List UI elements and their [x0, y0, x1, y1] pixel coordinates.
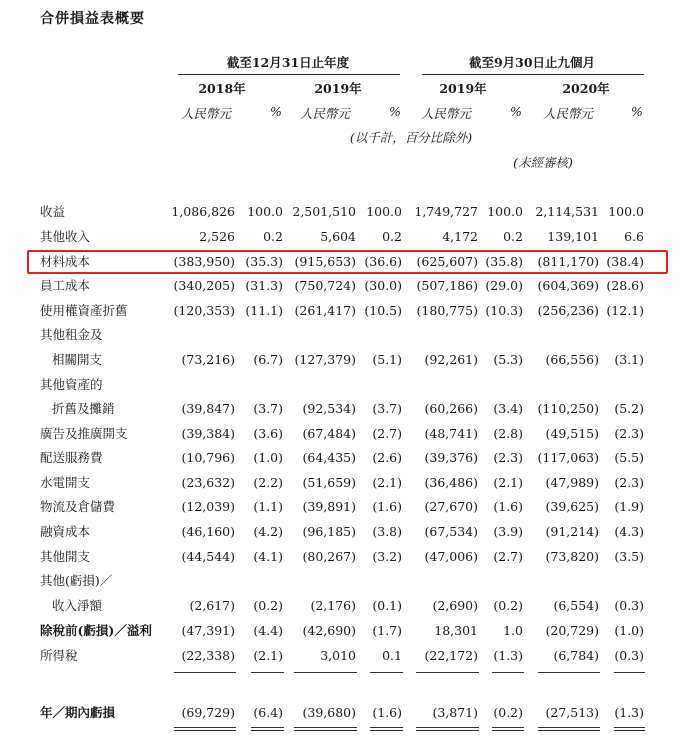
total-double-underline [174, 727, 236, 731]
amount-cell: (6,784) [553, 648, 599, 663]
header-underline [178, 74, 400, 75]
row-label: 所得稅 [40, 648, 78, 663]
percent-cell: (0.2) [493, 705, 523, 720]
percent-cell: (4.2) [253, 524, 283, 539]
amount-cell: 4,172 [442, 229, 478, 244]
row-label: 除稅前(虧損)／溢利 [40, 623, 152, 638]
amount-cell: (261,417) [294, 303, 356, 318]
row-label: 物流及倉儲費 [40, 499, 116, 514]
amount-cell: (92,261) [424, 352, 478, 367]
period-header-annual: 截至12月31日止年度 [226, 55, 350, 70]
percent-cell: (3.6) [253, 426, 283, 441]
percent-cell: 0.1 [382, 648, 402, 663]
amount-cell: (51,659) [302, 475, 356, 490]
amount-cell: 139,101 [547, 229, 599, 244]
amount-cell: (73,216) [181, 352, 235, 367]
percent-cell: (35.8) [485, 254, 523, 269]
amount-cell: (66,556) [545, 352, 599, 367]
percent-cell: (12.1) [606, 303, 644, 318]
amount-cell: (10,796) [181, 450, 235, 465]
percent-cell: (2.3) [493, 450, 523, 465]
amount-cell: (23,632) [181, 475, 235, 490]
percent-header: % [270, 104, 282, 119]
amount-cell: (73,820) [545, 549, 599, 564]
percent-cell: (3.8) [372, 524, 402, 539]
highlight-box-material-cost [27, 250, 668, 274]
percent-cell: (5.5) [614, 450, 644, 465]
amount-cell: 2,526 [199, 229, 235, 244]
amount-cell: (110,250) [537, 401, 599, 416]
amount-cell: (60,266) [424, 401, 478, 416]
total-double-underline [251, 727, 284, 731]
percent-cell: (0.2) [493, 598, 523, 613]
row-label: 配送服務費 [40, 450, 103, 465]
amount-cell: (2,617) [189, 598, 235, 613]
percent-cell: (1.6) [372, 705, 402, 720]
percent-cell: (1.3) [614, 705, 644, 720]
table-row [0, 447, 688, 469]
table-row [0, 275, 688, 297]
amount-cell: (47,006) [424, 549, 478, 564]
percent-cell: (1.6) [372, 499, 402, 514]
percent-cell: (0.1) [372, 598, 402, 613]
table-row [0, 546, 688, 568]
total-double-underline [614, 727, 645, 731]
year-header: 2019年 [314, 81, 362, 96]
amount-cell: (22,338) [181, 648, 235, 663]
subtotal-line [294, 672, 357, 673]
percent-cell: 0.2 [503, 229, 523, 244]
row-label: 使用權資產折舊 [40, 303, 128, 318]
percent-cell: (3.5) [614, 549, 644, 564]
row-label: 廣告及推廣開支 [40, 426, 128, 441]
currency-header: 人民幣元 [299, 106, 351, 121]
percent-cell: (1.1) [253, 499, 283, 514]
percent-cell: (30.0) [364, 278, 402, 293]
percent-cell: (29.0) [485, 278, 523, 293]
table-row [0, 324, 688, 346]
table-row [0, 201, 688, 223]
period-header-nine-months: 截至9月30日止九個月 [468, 55, 596, 70]
subtotal-line [492, 672, 524, 673]
amount-cell: (44,544) [181, 549, 235, 564]
percent-cell: (35.3) [245, 254, 283, 269]
row-label: 相關開支 [52, 352, 103, 367]
amount-cell: (340,205) [173, 278, 235, 293]
amount-cell: 1,749,727 [414, 204, 478, 219]
total-double-underline [492, 727, 524, 731]
percent-cell: (5.3) [493, 352, 523, 367]
percent-cell: (36.6) [364, 254, 402, 269]
amount-cell: (12,039) [181, 499, 235, 514]
amount-cell: (507,186) [416, 278, 478, 293]
table-row [0, 620, 688, 642]
percent-cell: (3.1) [614, 352, 644, 367]
row-label: 其他收入 [40, 229, 91, 244]
amount-cell: (36,486) [424, 475, 478, 490]
currency-header: 人民幣元 [180, 106, 232, 121]
percent-cell: (2.2) [253, 475, 283, 490]
year-header: 2020年 [562, 81, 610, 96]
percent-cell: 0.2 [263, 229, 283, 244]
amount-cell: 1,086,826 [171, 204, 235, 219]
table-row [0, 472, 688, 494]
amount-cell: (39,376) [424, 450, 478, 465]
amount-cell: (3,871) [432, 705, 478, 720]
percent-cell: (0.2) [253, 598, 283, 613]
subtotal-line [251, 672, 284, 673]
percent-cell: (2.7) [493, 549, 523, 564]
table-row [0, 226, 688, 248]
percent-cell: (31.3) [245, 278, 283, 293]
amount-cell: (20,729) [545, 623, 599, 638]
percent-cell: (1.0) [253, 450, 283, 465]
amount-cell: (67,484) [302, 426, 356, 441]
percent-cell: 100.0 [608, 204, 644, 219]
percent-cell: (5.2) [614, 401, 644, 416]
percent-cell: (3.7) [253, 401, 283, 416]
percent-cell: (10.3) [485, 303, 523, 318]
row-label: 其他資產的 [40, 377, 103, 392]
percent-header: % [631, 104, 643, 119]
percent-cell: (38.4) [606, 254, 644, 269]
table-row [0, 702, 688, 724]
row-label: 其他開支 [40, 549, 91, 564]
percent-cell: (1.6) [493, 499, 523, 514]
amount-cell: (39,891) [302, 499, 356, 514]
amount-cell: (46,160) [181, 524, 235, 539]
amount-cell: 5,604 [320, 229, 356, 244]
amount-cell: (2,690) [432, 598, 478, 613]
percent-cell: (2.1) [493, 475, 523, 490]
subtotal-line [538, 672, 600, 673]
percent-cell: (4.3) [614, 524, 644, 539]
subtotal-line [174, 672, 236, 673]
amount-cell: 2,114,531 [535, 204, 599, 219]
table-row [0, 496, 688, 518]
amount-cell: (67,534) [424, 524, 478, 539]
header-underline [422, 74, 644, 75]
amount-cell: (92,534) [302, 401, 356, 416]
percent-cell: (0.3) [614, 648, 644, 663]
percent-cell: (1.0) [614, 623, 644, 638]
row-label: 水電開支 [40, 475, 91, 490]
amount-cell: (120,353) [173, 303, 235, 318]
table-row [0, 423, 688, 445]
percent-cell: (28.6) [606, 278, 644, 293]
percent-cell: (3.9) [493, 524, 523, 539]
table-row [0, 349, 688, 371]
amount-cell: (91,214) [545, 524, 599, 539]
percent-cell: (1.3) [493, 648, 523, 663]
total-double-underline [370, 727, 403, 731]
percent-cell: (2.3) [614, 426, 644, 441]
amount-cell: (180,775) [416, 303, 478, 318]
amount-cell: 2,501,510 [292, 204, 356, 219]
total-double-underline [416, 727, 479, 731]
percent-cell: (2.3) [614, 475, 644, 490]
percent-cell: (5.1) [372, 352, 402, 367]
amount-cell: (117,063) [537, 450, 599, 465]
row-label: 其他(虧損)／ [40, 573, 113, 588]
percent-cell: (3.2) [372, 549, 402, 564]
year-header: 2019年 [439, 81, 487, 96]
amount-cell: (256,236) [537, 303, 599, 318]
percent-cell: (3.4) [493, 401, 523, 416]
percent-header: % [510, 104, 522, 119]
percent-cell: 6.6 [624, 229, 644, 244]
amount-cell: (64,435) [302, 450, 356, 465]
amount-cell: (39,625) [545, 499, 599, 514]
amount-cell: 3,010 [320, 648, 356, 663]
total-double-underline [294, 727, 357, 731]
unaudited-note: (未經審核) [513, 155, 573, 170]
table-row [0, 645, 688, 667]
table-row [0, 300, 688, 322]
percent-cell: 0.2 [382, 229, 402, 244]
row-label: 收入淨額 [52, 598, 103, 613]
row-label: 其他租金及 [40, 327, 103, 342]
amount-cell: (127,379) [294, 352, 356, 367]
percent-cell: (1.9) [614, 499, 644, 514]
table-row [0, 521, 688, 543]
percent-cell: (0.3) [614, 598, 644, 613]
percent-cell: (2.8) [493, 426, 523, 441]
row-label: 折舊及攤銷 [52, 401, 115, 416]
percent-cell: (4.1) [253, 549, 283, 564]
amount-cell: (39,384) [181, 426, 235, 441]
percent-cell: 100.0 [247, 204, 283, 219]
total-double-underline [538, 727, 600, 731]
amount-cell: (811,170) [537, 254, 599, 269]
percent-header: % [389, 104, 401, 119]
row-label: 融資成本 [40, 524, 91, 539]
amount-cell: (915,653) [294, 254, 356, 269]
subtotal-line [416, 672, 479, 673]
amount-cell: (42,690) [302, 623, 356, 638]
unit-note: (以千計，百分比除外) [349, 130, 473, 145]
amount-cell: 18,301 [434, 623, 478, 638]
subtotal-line [370, 672, 403, 673]
amount-cell: (383,950) [173, 254, 235, 269]
percent-cell: (2.6) [372, 450, 402, 465]
amount-cell: (39,680) [302, 705, 356, 720]
amount-cell: (39,847) [181, 401, 235, 416]
percent-cell: (4.4) [253, 623, 283, 638]
percent-cell: (6.7) [253, 352, 283, 367]
table-row [0, 570, 688, 592]
percent-cell: (3.7) [372, 401, 402, 416]
row-label: 年／期內虧損 [40, 705, 116, 720]
amount-cell: (750,724) [294, 278, 356, 293]
subtotal-line [614, 672, 645, 673]
table-row [0, 398, 688, 420]
percent-cell: (11.1) [245, 303, 283, 318]
currency-header: 人民幣元 [420, 106, 472, 121]
row-label: 收益 [40, 204, 66, 219]
percent-cell: 100.0 [366, 204, 402, 219]
percent-cell: (2.1) [253, 648, 283, 663]
amount-cell: (2,176) [310, 598, 356, 613]
percent-cell: (2.1) [372, 475, 402, 490]
currency-header: 人民幣元 [542, 106, 594, 121]
table-row [0, 595, 688, 617]
amount-cell: (47,989) [545, 475, 599, 490]
amount-cell: (47,391) [181, 623, 235, 638]
amount-cell: (604,369) [537, 278, 599, 293]
amount-cell: (49,515) [545, 426, 599, 441]
amount-cell: (48,741) [424, 426, 478, 441]
percent-cell: (2.7) [372, 426, 402, 441]
amount-cell: (6,554) [553, 598, 599, 613]
amount-cell: (96,185) [302, 524, 356, 539]
amount-cell: (69,729) [181, 705, 235, 720]
amount-cell: (22,172) [424, 648, 478, 663]
amount-cell: (27,670) [424, 499, 478, 514]
amount-cell: (27,513) [545, 705, 599, 720]
percent-cell: 100.0 [487, 204, 523, 219]
row-label: 材料成本 [40, 254, 91, 269]
year-header: 2018年 [198, 81, 246, 96]
table-title: 合併損益表概要 [40, 11, 145, 27]
percent-cell: (6.4) [253, 705, 283, 720]
percent-cell: (1.7) [372, 623, 402, 638]
amount-cell: (625,607) [416, 254, 478, 269]
amount-cell: (80,267) [302, 549, 356, 564]
percent-cell: 1.0 [503, 623, 523, 638]
table-row [0, 374, 688, 396]
row-label: 員工成本 [40, 278, 91, 293]
percent-cell: (10.5) [364, 303, 402, 318]
